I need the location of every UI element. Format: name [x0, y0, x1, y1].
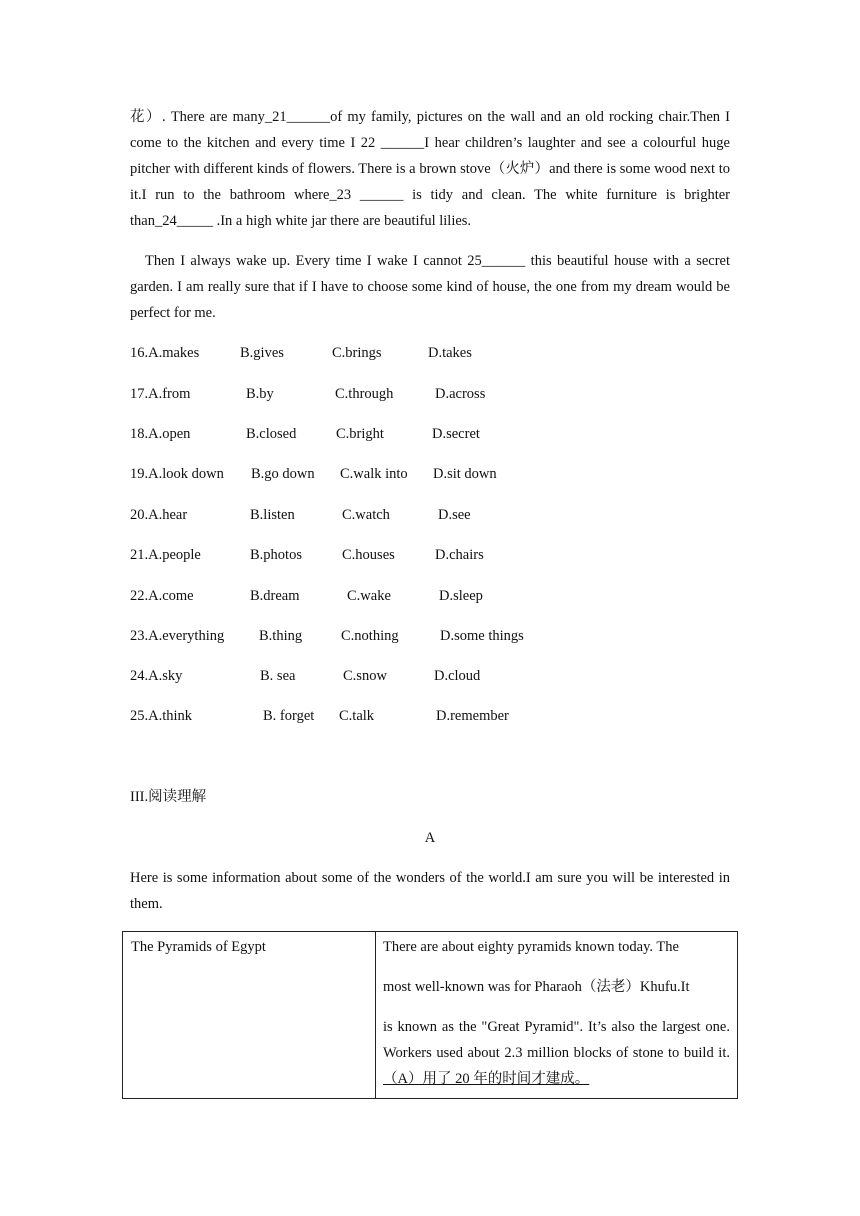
- option-a: 23.A.everything: [130, 628, 225, 644]
- description-text: is known as the "Great Pyramid". It’s also the largest one. Workers used about 2.3 million blocks of stone to build it.: [383, 1019, 730, 1061]
- option-d: D.takes: [428, 345, 472, 361]
- option-a: 16.A.makes: [130, 345, 200, 361]
- option-d: D.sit down: [433, 466, 497, 482]
- option-a: 20.A.hear: [130, 507, 188, 523]
- option-b: B. sea: [260, 668, 296, 684]
- option-d: D.remember: [436, 708, 509, 724]
- option-a: 21.A.people: [130, 547, 201, 563]
- option-c: C.talk: [339, 708, 375, 724]
- passage-paragraph-2: Then I always wake up. Every time I wake I cannot 25______ this beautiful house with a secret garden. I am really sure that if I have to choose some kind of house, the one from my dream would be perfect for me.: [130, 253, 730, 321]
- passage-paragraph-1: 花）. There are many_21______of my family, pictures on the wall and an old rocking chair.Then I come to the kitchen and every time I 22 ______I hear children’s laughter and see a colourful huge pitcher with different kinds of flowers. There is a brown stove（火炉）and there is some wood next to it.I run to the bathroom where_23 ______ is tidy and clean. The white furniture is brighter than_24_____ .In a high white jar there are beautiful lilies.: [130, 109, 730, 229]
- description-line-3: [383, 1014, 730, 1092]
- option-a: 17.A.from: [130, 386, 191, 402]
- option-b: B.thing: [259, 628, 303, 644]
- option-a: 19.A.look down: [130, 466, 224, 482]
- option-a: 24.A.sky: [130, 668, 183, 684]
- option-c: C.bright: [336, 426, 384, 442]
- option-c: C.walk into: [340, 466, 408, 482]
- wonders-table: [122, 931, 738, 1099]
- underlined-sentence: （A）用了 20 年的时间才建成。: [383, 1071, 590, 1087]
- option-b: B.go down: [251, 466, 315, 482]
- description-line-2: most well-known was for Pharaoh（法老）Khufu.It: [383, 979, 690, 995]
- option-d: D.see: [438, 507, 471, 523]
- option-d: D.cloud: [434, 668, 481, 684]
- option-c: C.nothing: [341, 628, 399, 644]
- option-c: C.wake: [347, 588, 391, 604]
- description-line-1: There are about eighty pyramids known today. The: [383, 939, 679, 955]
- option-a: 22.A.come: [130, 588, 194, 604]
- option-c: C.snow: [343, 668, 387, 684]
- wonder-description-cell: [376, 932, 738, 1099]
- option-b: B.listen: [250, 507, 295, 523]
- option-b: B.dream: [250, 588, 300, 604]
- option-b: B.closed: [246, 426, 297, 442]
- option-d: D.across: [435, 386, 486, 402]
- section-heading: III.阅读理解: [130, 789, 207, 805]
- table-row: [123, 932, 738, 1099]
- option-a: 18.A.open: [130, 426, 191, 442]
- intro-paragraph: Here is some information about some of the wonders of the world.I am sure you will be interested in them.: [130, 870, 730, 912]
- option-d: D.secret: [432, 426, 480, 442]
- option-b: B.by: [246, 386, 274, 402]
- option-d: D.sleep: [439, 588, 483, 604]
- option-d: D.some things: [440, 628, 524, 644]
- option-c: C.through: [335, 386, 394, 402]
- option-d: D.chairs: [435, 547, 484, 563]
- option-c: C.houses: [342, 547, 395, 563]
- option-c: C.brings: [332, 345, 382, 361]
- option-b: B.gives: [240, 345, 284, 361]
- wonder-name-cell: [123, 932, 376, 1099]
- option-b: B. forget: [263, 708, 315, 724]
- option-c: C.watch: [342, 507, 390, 523]
- option-b: B.photos: [250, 547, 302, 563]
- wonder-name: The Pyramids of Egypt: [131, 939, 266, 955]
- part-label: A: [424, 830, 436, 846]
- option-a: 25.A.think: [130, 708, 193, 724]
